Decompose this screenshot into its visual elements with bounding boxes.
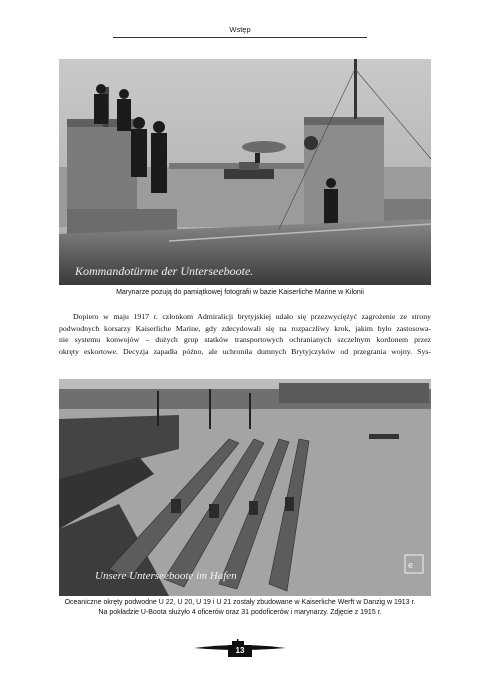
body-line: okręty eskortowe. Decyzja zapadła późno, ale uchroniła dumnych Brytyjczyków od przegrania wojny. Sys- [59, 346, 431, 356]
caption-line: Na pokładzie U-Boota służyło 4 oficerów oraz 31 podoficerów i marynarzy. Zdjęcie z 1915 r. [98, 609, 382, 616]
photo-sailors-conning-towers [59, 59, 431, 285]
body-line: nie systemu konwojów – dużych grup statków transportowych ochranianych szczelnym kordonem przez [59, 335, 431, 344]
photo-caption-bottom [50, 598, 430, 618]
header-rule [113, 37, 367, 38]
body-line: podwodnych korsarzy Kaiserliche Marine, gdy zdecydowali się na rozpaczliwy krok, jakim było zastosowa- [59, 323, 431, 333]
body-line: Dopiero w maju 1917 r. członkom Admiralicji brytyjskiej udało się przezwyciężyć zagrożenie ze strony [73, 312, 431, 321]
photo-inscription-bottom: Unsere Unterseeboote im Hafen [95, 570, 237, 582]
photo-inscription-top: Kommandotürme der Unterseeboote. [75, 264, 254, 278]
photo-caption-top: Marynarze pozują do pamiątkowej fotografii w bazie Kaiserliche Marine w Kilonii [116, 289, 364, 296]
page-number: 13 [228, 645, 252, 657]
body-paragraph [59, 311, 431, 357]
caption-line: Oceaniczne okręty podwodne U 22, U 20, U 19 i U 21 zostały zbudowane w Kaiserliche Werft w Danzig w 1913 r. [64, 599, 416, 606]
svg-text:e: e [408, 560, 414, 570]
running-head: Wstęp [229, 25, 251, 34]
photo-uboats-harbour [59, 379, 431, 596]
